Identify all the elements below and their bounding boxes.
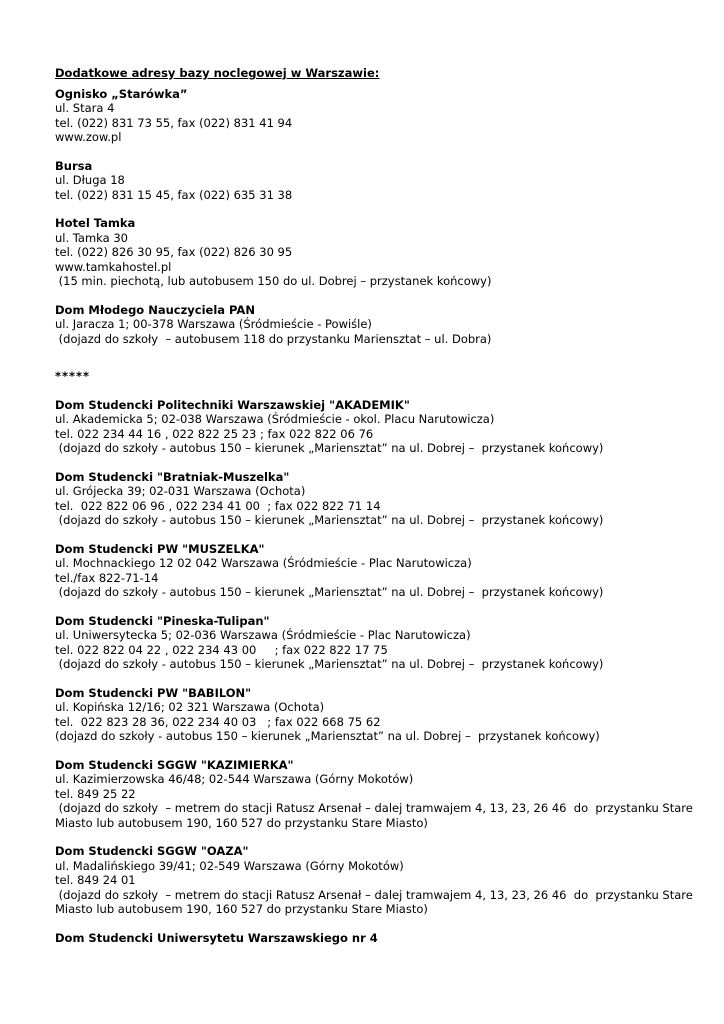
- entry-line: (dojazd do szkoły – metrem do stacji Ratusz Arsenał – dalej tramwajem 4, 13, 23, 26 46 do przystanku Stare: [55, 887, 693, 902]
- entry-line: www.tamkahostel.pl: [55, 259, 172, 274]
- address-entry: [55, 614, 695, 672]
- entry-line: tel. (022) 831 73 55, fax (022) 831 41 94: [55, 115, 293, 130]
- entry-name: Dom Studencki "Bratniak-Muszelka": [55, 469, 290, 484]
- entry-line: tel. 022 234 44 16 , 022 822 25 23 ; fax 022 822 06 76: [55, 426, 374, 441]
- entry-line: tel. 849 24 01: [55, 873, 136, 887]
- entry-line: (dojazd do szkoły - autobus 150 – kierunek „Mariensztat” na ul. Dobrej – przystanek końcowy): [55, 657, 604, 671]
- entry-line: tel. 849 25 22: [55, 786, 136, 801]
- entry-name: Dom Studencki SGGW "OAZA": [55, 844, 249, 858]
- entry-line: (dojazd do szkoły - autobus 150 – kierunek „Mariensztat” na ul. Dobrej – przystanek końcowy): [55, 441, 604, 455]
- entry-line: ul. Kopińska 12/16; 02 321 Warszawa (Ochota): [55, 700, 325, 714]
- address-entry: [55, 758, 695, 831]
- address-entry: [55, 470, 695, 528]
- entry-name: Dom Studencki SGGW "KAZIMIERKA": [55, 757, 294, 772]
- entry-line: ul. Akademicka 5; 02-038 Warszawa (Śródmieście - okol. Placu Narutowicza): [55, 412, 495, 426]
- entry-line: ul. Jaracza 1; 00-378 Warszawa (Śródmieście - Powiśle): [55, 317, 372, 331]
- entry-line: www.zow.pl: [55, 130, 122, 144]
- address-entry: [55, 159, 695, 203]
- entry-line: Miasto lub autobusem 190, 160 527 do przystanku Stare Miasto): [55, 902, 428, 916]
- document-page: [55, 66, 695, 959]
- address-entry: [55, 303, 695, 347]
- entry-line: ul. Stara 4: [55, 101, 115, 115]
- accommodation-list-primary: [55, 87, 695, 347]
- section-separator: *****: [55, 369, 91, 383]
- entry-line: (dojazd do szkoły - autobus 150 – kierunek „Mariensztat” na ul. Dobrej – przystanek końcowy): [55, 729, 600, 743]
- entry-line: (15 min. piechotą, lub autobusem 150 do ul. Dobrej – przystanek końcowy): [55, 274, 492, 288]
- entry-line: tel. 022 822 04 22 , 022 234 43 00 ; fax 022 822 17 75: [55, 642, 388, 657]
- entry-line: ul. Uniwersytecka 5; 02-036 Warszawa (Śródmieście - Plac Narutowicza): [55, 628, 471, 642]
- address-entry: [55, 216, 695, 289]
- entry-line: ul. Mochnackiego 12 02 042 Warszawa (Śródmieście - Plac Narutowicza): [55, 556, 472, 570]
- accommodation-list-dormitories: [55, 398, 695, 946]
- address-entry: [55, 931, 695, 946]
- entry-name: Dom Studencki Uniwersytetu Warszawskiego nr 4: [55, 930, 378, 945]
- entry-name: Dom Studencki PW "MUSZELKA": [55, 541, 265, 556]
- address-entry: [55, 87, 695, 145]
- entry-name: Ognisko „Starówka”: [55, 86, 188, 101]
- entry-line: tel. (022) 826 30 95, fax (022) 826 30 95: [55, 245, 293, 259]
- entry-line: ul. Madalińskiego 39/41; 02-549 Warszawa (Górny Mokotów): [55, 858, 404, 873]
- entry-name: Hotel Tamka: [55, 216, 136, 230]
- address-entry: [55, 542, 695, 600]
- entry-line: ul. Kazimierzowska 46/48; 02-544 Warszawa (Górny Mokotów): [55, 772, 414, 786]
- entry-line: ul. Długa 18: [55, 173, 125, 187]
- address-entry: [55, 686, 695, 744]
- entry-line: tel./fax 822-71-14: [55, 570, 159, 585]
- entry-line: (dojazd do szkoły - autobus 150 – kierunek „Mariensztat” na ul. Dobrej – przystanek końcowy): [55, 513, 604, 527]
- entry-line: ul. Tamka 30: [55, 230, 128, 245]
- address-entry: [55, 844, 695, 917]
- entry-name: Dom Studencki "Pineska-Tulipan": [55, 613, 270, 628]
- document-heading: Dodatkowe adresy bazy noclegowej w Warszawie:: [55, 66, 380, 80]
- entry-line: Miasto lub autobusem 190, 160 527 do przystanku Stare Miasto): [55, 815, 428, 830]
- address-entry: [55, 398, 695, 456]
- entry-name: Dom Młodego Nauczyciela PAN: [55, 302, 255, 317]
- entry-line: tel. 022 822 06 96 , 022 234 41 00 ; fax 022 822 71 14: [55, 498, 381, 513]
- entry-name: Dom Studencki PW "BABILON": [55, 685, 252, 700]
- entry-line: (dojazd do szkoły – metrem do stacji Ratusz Arsenał – dalej tramwajem 4, 13, 23, 26 46 do przystanku Stare: [55, 801, 693, 815]
- entry-line: tel. 022 823 28 36, 022 234 40 03 ; fax 022 668 75 62: [55, 714, 381, 729]
- entry-line: ul. Grójecka 39; 02-031 Warszawa (Ochota): [55, 484, 306, 498]
- entry-name: Bursa: [55, 158, 93, 173]
- entry-line: (dojazd do szkoły - autobus 150 – kierunek „Mariensztat” na ul. Dobrej – przystanek końcowy): [55, 585, 604, 599]
- entry-line: tel. (022) 831 15 45, fax (022) 635 31 38: [55, 187, 293, 202]
- entry-name: Dom Studencki Politechniki Warszawskiej "AKADEMIK": [55, 397, 410, 412]
- entry-line: (dojazd do szkoły – autobusem 118 do przystanku Mariensztat – ul. Dobra): [55, 331, 492, 346]
